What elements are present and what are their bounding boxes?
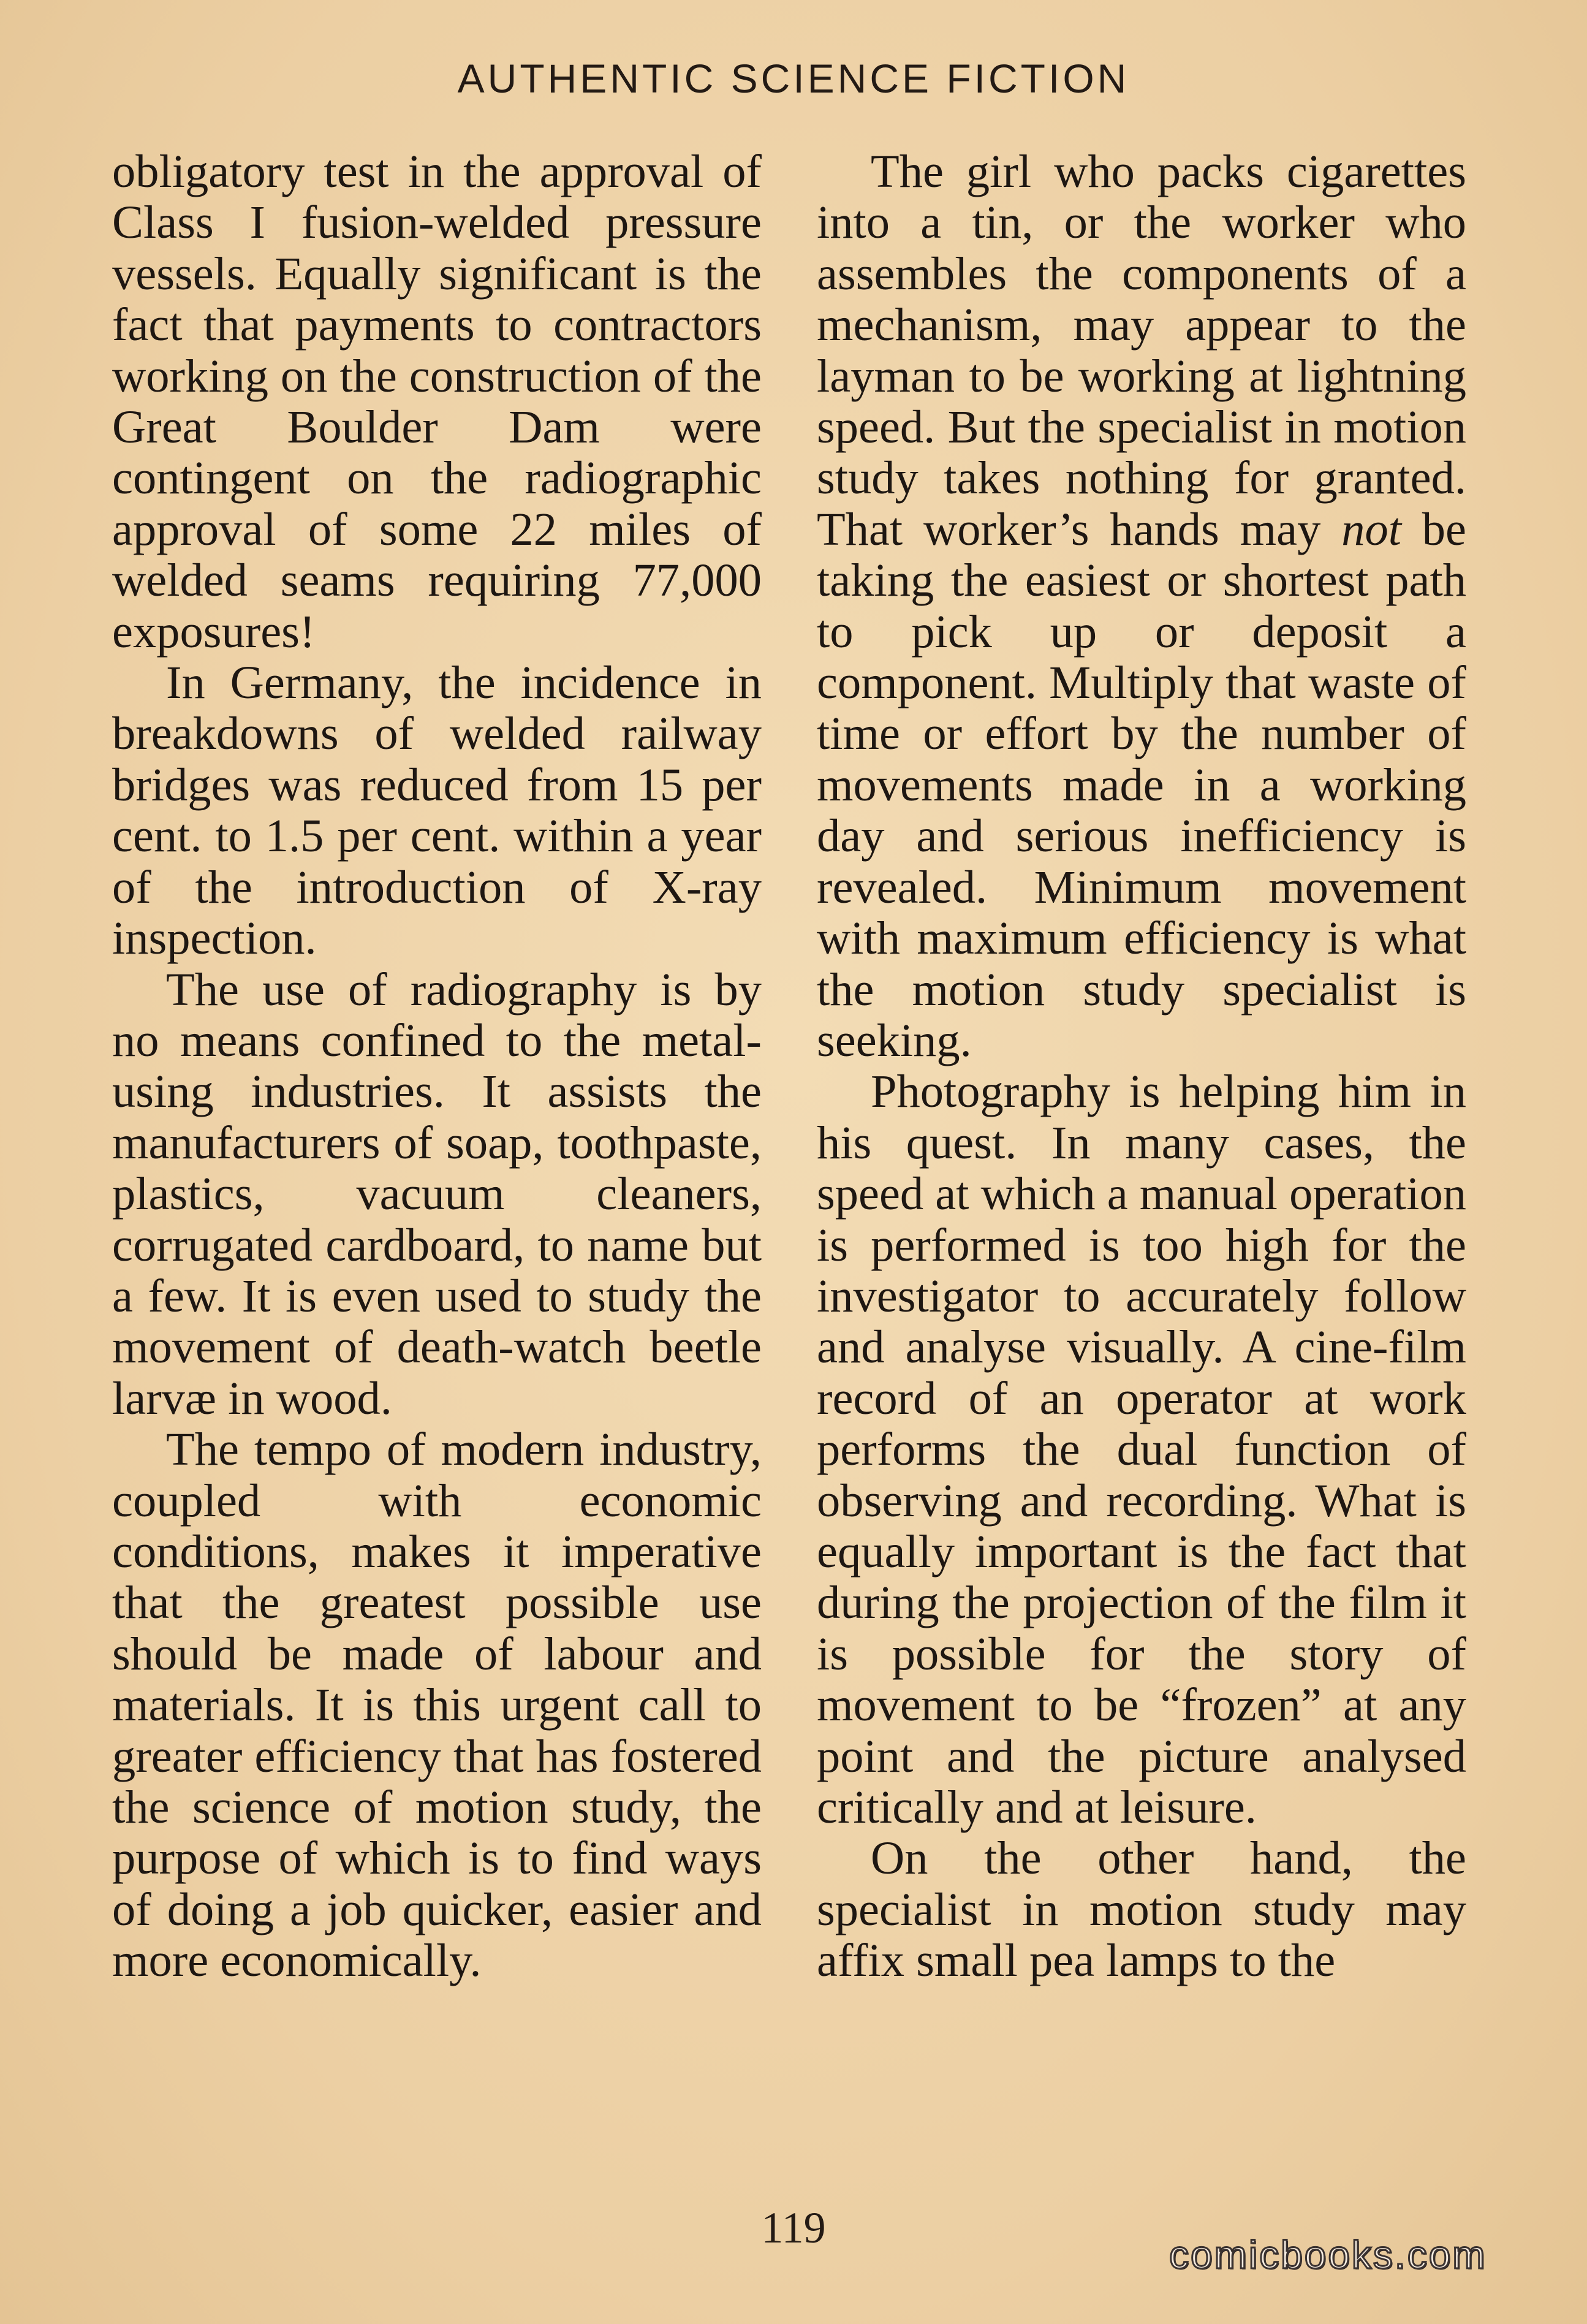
right-paragraph-1 (817, 146, 1466, 1066)
left-column (112, 146, 762, 1986)
left-paragraph-1: obligatory test in the approval of Class I fusion-welded pressure vessels. Equally significant is the fact that payments to contractors working on the construction of the Great Boulder Dam were contingent on the radiographic approval of some 22 miles of welded seams requiring 77,000 exposures! (112, 145, 762, 658)
right-column (817, 146, 1466, 1986)
right-paragraph-2: Photography is helping him in his quest. In many cases, the speed at which a manual operation is performed is too high for the investigator to accurately follow and analyse visually. A cine-film record of an operator at work performs the dual function of observing and recording. What is equally important is the fact that during the projection of the film it is possible for the story of movement to be “frozen” at any point and the picture analysed critically and at leisure. (817, 1065, 1466, 1833)
running-head: AUTHENTIC SCIENCE FICTION (457, 56, 1130, 101)
left-paragraph-4: The tempo of modern industry, coupled with economic conditions, makes it imperative that the greatest possible use should be made of labour and materials. It is this urgent call to greater efficiency that has fostered the science of motion study, the purpose of which is to find ways of doing a job quicker, easier and more economically. (112, 1423, 762, 1987)
right-paragraph-1-text-a: The girl who packs cigarettes into a tin, or the worker who assembles the components of a mechanism, may appear to the layman to be working at lightning speed. But the specialist in motion study takes nothing for granted. That worker’s hands may (817, 145, 1466, 555)
left-paragraph-3: The use of radiography is by no means confined to the metal-using industries. It assists the manufacturers of soap, toothpaste, plastics, vacuum cleaners, corrugated cardboard, to name but a few. It is even used to study the movement of death-watch beetle larvæ in wood. (112, 963, 762, 1424)
left-paragraph-2: In Germany, the incidence in breakdowns of welded railway bridges was reduced from 15 per cent. to 1.5 per cent. within a year of the introduction of X-ray inspection. (112, 656, 762, 965)
watermark: comicbooks.com (1169, 2233, 1487, 2277)
page-number: 119 (761, 2203, 826, 2252)
emphasis-not: not (1341, 503, 1401, 555)
right-paragraph-1-text-b: be taking the easiest or shortest path to pick up or deposit a component. Multiply that waste of time or effort by the number of movements made in a working day and serious inefficiency is revealed. Minimum movement with maximum efficiency is what the motion study specialist is seeking. (817, 503, 1466, 1066)
right-paragraph-3: On the other hand, the specialist in motion study may affix small pea lamps to the (817, 1832, 1466, 1987)
